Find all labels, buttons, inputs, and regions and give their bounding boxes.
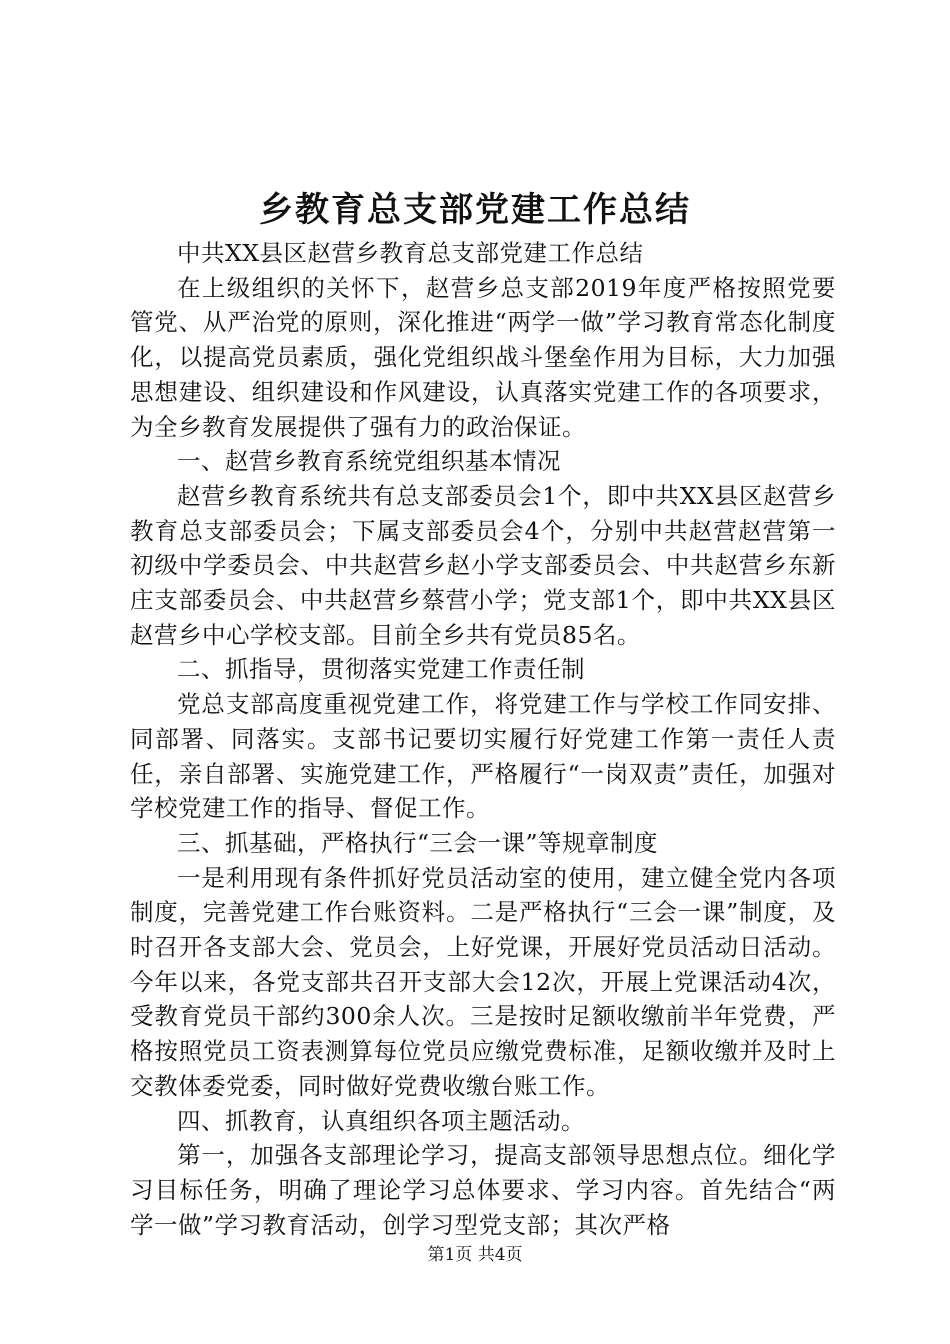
section-3-paragraph: 一是利用现有条件抓好党员活动室的使用，建立健全党内各项制度，完善党建工作台账资料。二是严格执行“三会一课”制度，及时召开各支部大会、党员会，上好党课，开展好党员活动日活动。今年以来，各党支部共召开支部大会12次，开展上党课活动4次，受教育党员干部约300余人次。三是按时足额收缴前半年党费，严格按照党员工资表测算每位党员应缴党费标准，足额收缴并及时上交教体委党委，同时做好党费收缴台账工作。: [130, 863, 836, 1100]
section-4-paragraph: 第一，加强各支部理论学习，提高支部领导思想点位。细化学习目标任务，明确了理论学习总体要求、学习内容。首先结合“两学一做”学习教育活动，创学习型党支部；其次严格: [130, 1141, 836, 1239]
page-number-footer: 第1页 共4页: [427, 1245, 523, 1265]
section-heading-1: 一、赵营乡教育系统党组织基本情况: [177, 447, 561, 476]
section-heading-3: 三、抓基础，严格执行“三会一课”等规章制度: [177, 828, 659, 857]
section-2-paragraph: 党总支部高度重视党建工作，将党建工作与学校工作同安排、同部署、同落实。支部书记要切实履行好党建工作第一责任人责任，亲自部署、实施党建工作，严格履行“一岗双责”责任，加强对学校党建工作的指导、督促工作。: [130, 690, 836, 823]
section-heading-2: 二、抓指导，贯彻落实党建工作责任制: [177, 655, 585, 684]
document-body: [130, 236, 836, 1242]
intro-paragraph: 在上级组织的关怀下，赵营乡总支部2019年度严格按照党要管党、从严治党的原则，深化推进“两学一做”学习教育常态化制度化，以提高党员素质，强化党组织战斗堡垒作用为目标，大力加强思想建设、组织建设和作风建设，认真落实党建工作的各项要求，为全乡教育发展提供了强有力的政治保证。: [130, 273, 836, 441]
section-heading-4: 四、抓教育，认真组织各项主题活动。: [177, 1106, 585, 1135]
section-1-paragraph: 赵营乡教育系统共有总支部委员会1个，即中共XX县区赵营乡教育总支部委员会；下属支部委员会4个，分别中共赵营赵营第一初级中学委员会、中共赵营乡赵小学支部委员会、中共赵营乡东新庄支部委员会、中共赵营乡蔡营小学；党支部1个，即中共XX县区赵营乡中心学校支部。目前全乡共有党员85名。: [130, 481, 836, 649]
document-title: 乡教育总支部党建工作总结: [259, 190, 691, 230]
subtitle-paragraph: 中共XX县区赵营乡教育总支部党建工作总结: [177, 239, 644, 267]
